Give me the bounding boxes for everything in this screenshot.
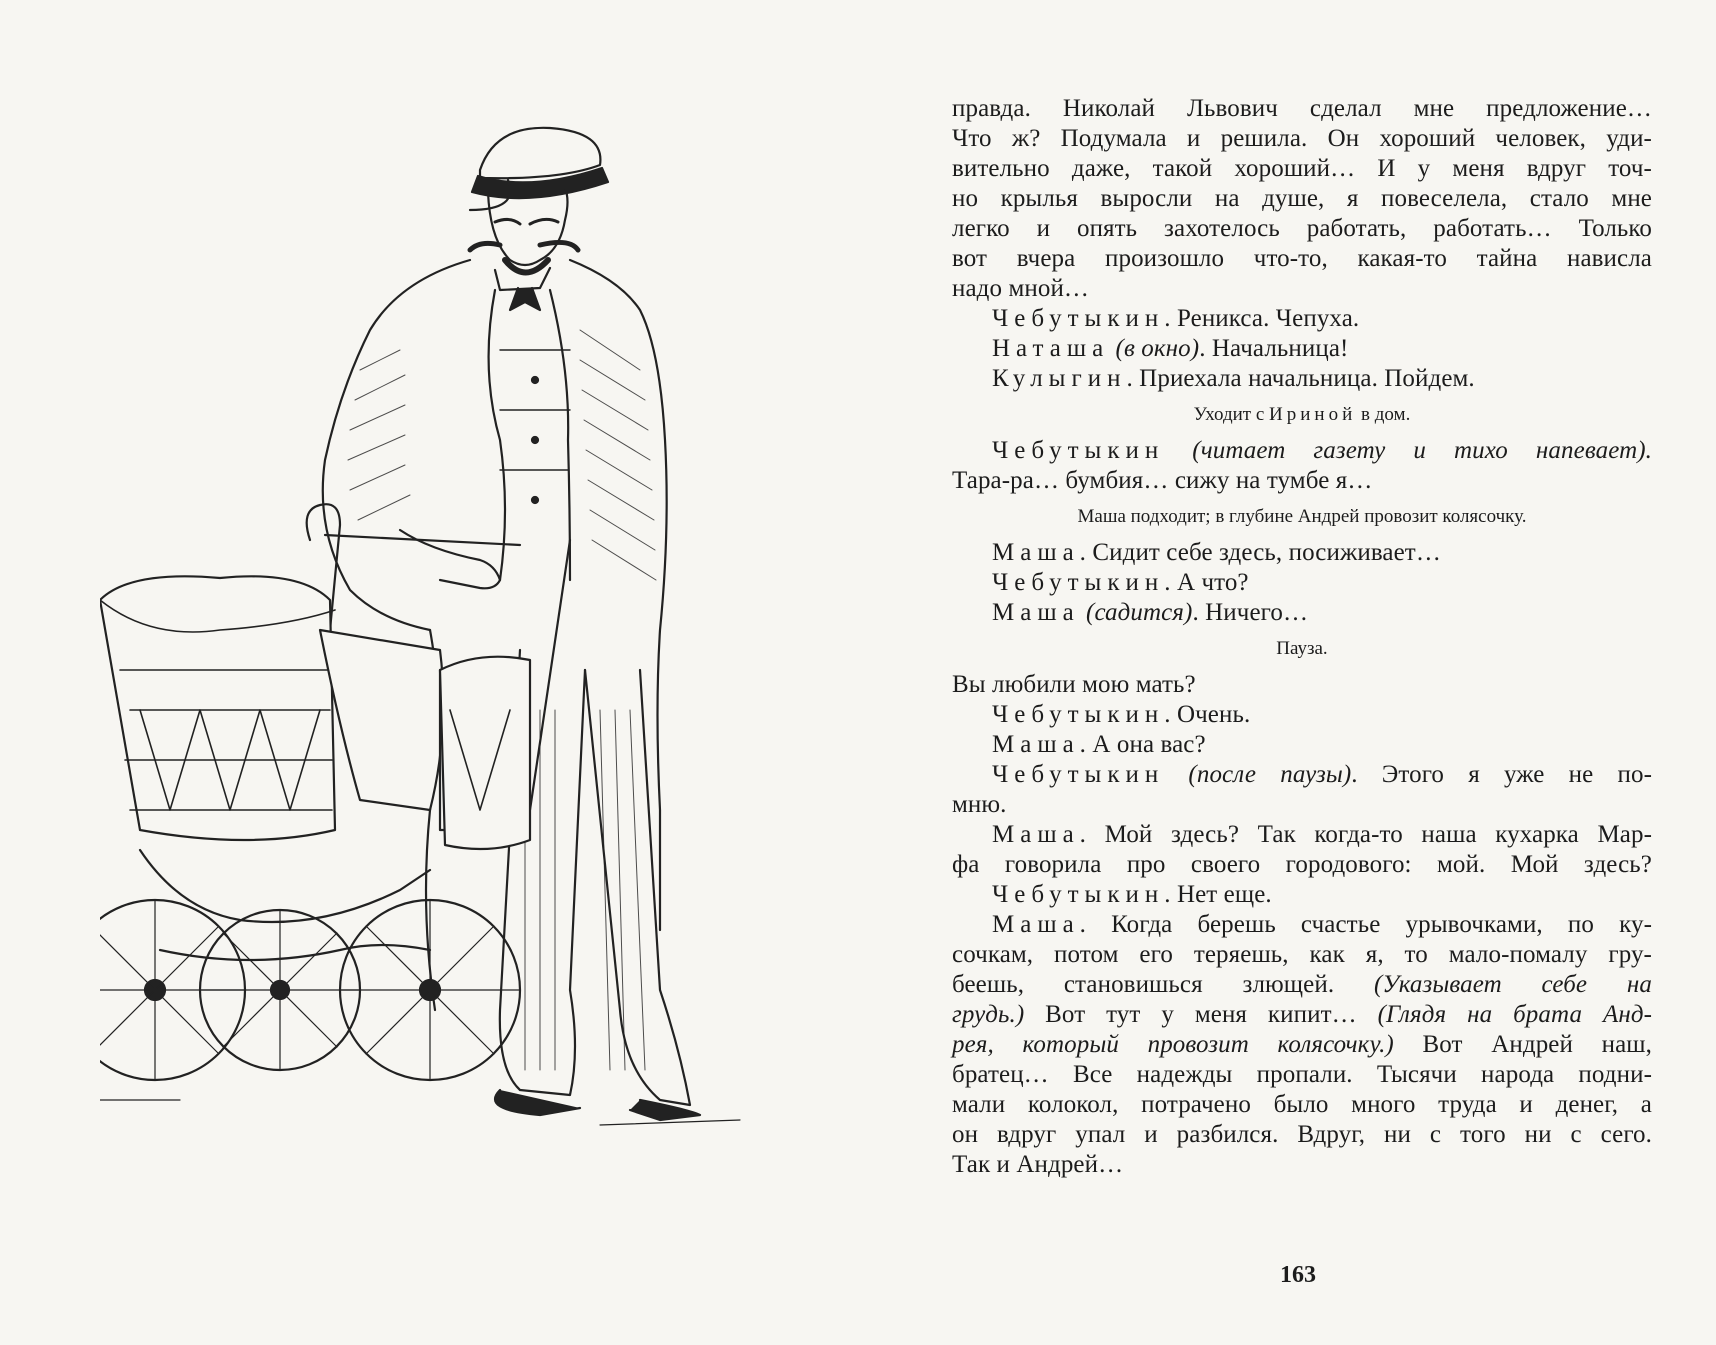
- text-line: [952, 274, 1652, 304]
- text-line: [952, 154, 1652, 184]
- speaker-name: Чебутыкин: [992, 305, 1165, 332]
- text-line: [952, 184, 1652, 214]
- dialogue-line: [952, 598, 1652, 628]
- text-line: [952, 970, 1652, 1000]
- speech-text: . А что?: [1164, 569, 1249, 596]
- text-span: он вдруг упал и разбился. Вдруг, ни с того ни с сего.: [952, 1121, 1652, 1148]
- stage-direction: (Указывает себе на: [1373, 971, 1653, 998]
- text-span: Вот тут у меня кипит…: [1024, 1001, 1378, 1028]
- stage-direction: (после паузы): [1164, 761, 1352, 788]
- speaker-name: Маша: [992, 911, 1080, 938]
- speaker-name: Маша: [992, 539, 1080, 566]
- text-span: Тара-ра… бумбия… сижу на тумбе я…: [952, 467, 1373, 494]
- speaker-name: Маша: [992, 599, 1080, 626]
- text-span: вот вчера произошло что-то, какая-то тайна нависла: [952, 245, 1652, 272]
- text-span: легко и опять захотелось работать, работать… Только: [952, 215, 1652, 242]
- speech-text: . Мой здесь? Так когда-то наша кухарка Мар-: [1079, 821, 1652, 848]
- text-line: [952, 94, 1652, 124]
- text-line: [952, 670, 1652, 700]
- text-line: [952, 1060, 1652, 1090]
- speech-text: . Этого я уже не по-: [1351, 761, 1652, 788]
- speaker-name: Чебутыкин: [992, 569, 1165, 596]
- text-span: мню.: [952, 791, 1007, 818]
- text-line: [952, 1030, 1652, 1060]
- dialogue-line: [952, 568, 1652, 598]
- speech-text: . Очень.: [1164, 701, 1251, 728]
- text-span: но крылья выросли на душе, я повеселела, стало мне: [952, 185, 1652, 212]
- text-span: сочкам, потом его теряешь, как я, то мало-помалу гру-: [952, 941, 1652, 968]
- speaker-name: Маша: [992, 731, 1080, 758]
- text-line: [952, 940, 1652, 970]
- text-line: [952, 1150, 1652, 1180]
- dialogue-line: [952, 364, 1652, 394]
- text-line: [952, 124, 1652, 154]
- stage-text: в дом.: [1356, 404, 1411, 425]
- text-span: Вы любили мою мать?: [952, 671, 1196, 698]
- speech-text: . Ничего…: [1192, 599, 1309, 626]
- speech-text: . Реникса. Чепуха.: [1164, 305, 1360, 332]
- text-line: [952, 1090, 1652, 1120]
- speech-text: . Нет еще.: [1164, 881, 1272, 908]
- speaker-name: Наташа: [992, 335, 1110, 362]
- stage-direction: грудь.): [952, 1001, 1025, 1028]
- text-span: вительно даже, такой хороший… И у меня вдруг точ-: [952, 155, 1652, 182]
- text-span: правда. Николай Львович сделал мне предложение…: [952, 95, 1652, 122]
- text-line: [952, 466, 1652, 496]
- speech-text: . Когда берешь счастье урывочками, по ку-: [1079, 911, 1652, 938]
- stage-direction: (в окно): [1109, 335, 1200, 362]
- text-span: беешь, становишься злющей.: [952, 971, 1374, 998]
- text-column: [952, 94, 1652, 1180]
- text-line: [952, 850, 1652, 880]
- speaker-name: Кулыгин: [992, 365, 1127, 392]
- dialogue-line: [952, 700, 1652, 730]
- dialogue-line: [952, 436, 1652, 466]
- dialogue-line: [952, 334, 1652, 364]
- speaker-name: Чебутыкин: [992, 437, 1165, 464]
- speech-text: . А она вас?: [1079, 731, 1206, 758]
- text-span: Так и Андрей…: [952, 1151, 1124, 1178]
- text-span: братец… Все надежды пропали. Тысячи народа подни-: [952, 1061, 1652, 1088]
- engraving-gentleman-with-pram-icon: [100, 110, 820, 1190]
- stage-note: [952, 502, 1652, 532]
- dialogue-line: [952, 760, 1652, 790]
- dialogue-line: [952, 910, 1652, 940]
- text-span: фа говорила про своего городового: мой. Мой здесь?: [952, 851, 1652, 878]
- text-line: [952, 1120, 1652, 1150]
- speech-text: . Сидит себе здесь, посиживает…: [1079, 539, 1441, 566]
- stage-direction: (Глядя на брата Анд-: [1377, 1001, 1652, 1028]
- dialogue-line: [952, 538, 1652, 568]
- text-line: [952, 244, 1652, 274]
- speaker-name: Маша: [992, 821, 1080, 848]
- stage-text: Маша подходит; в глубине Андрей провозит колясочку.: [1077, 506, 1527, 527]
- stage-direction: рея, который провозит колясочку.): [952, 1031, 1394, 1058]
- dialogue-line: [952, 304, 1652, 334]
- text-span: Что ж? Подумала и решила. Он хороший человек, уди-: [952, 125, 1652, 152]
- dialogue-line: [952, 880, 1652, 910]
- page-number: 163: [1280, 1262, 1316, 1288]
- speaker-name: Чебутыкин: [992, 701, 1165, 728]
- dialogue-line: [952, 820, 1652, 850]
- stage-text: Уходит с: [1193, 404, 1270, 425]
- text-span: надо мной…: [952, 275, 1090, 302]
- text-span: мали колокол, потрачено было много труда и денег, а: [952, 1091, 1652, 1118]
- text-line: [952, 214, 1652, 244]
- stage-note: [952, 634, 1652, 664]
- right-page: [880, 0, 1716, 1345]
- stage-note: [952, 400, 1652, 430]
- text-line: [952, 790, 1652, 820]
- stage-text: Пауза.: [1276, 638, 1328, 659]
- dialogue-line: [952, 730, 1652, 760]
- character-name: Ириной: [1269, 404, 1357, 425]
- stage-direction: (читает газету и тихо напевает).: [1164, 437, 1652, 464]
- speech-text: . Приехала начальница. Пойдем.: [1126, 365, 1475, 392]
- text-span: Вот Андрей наш,: [1393, 1031, 1652, 1058]
- speech-text: . Начальница!: [1199, 335, 1349, 362]
- speaker-name: Чебутыкин: [992, 761, 1165, 788]
- stage-direction: (садится): [1079, 599, 1193, 626]
- speaker-name: Чебутыкин: [992, 881, 1165, 908]
- text-line: [952, 1000, 1652, 1030]
